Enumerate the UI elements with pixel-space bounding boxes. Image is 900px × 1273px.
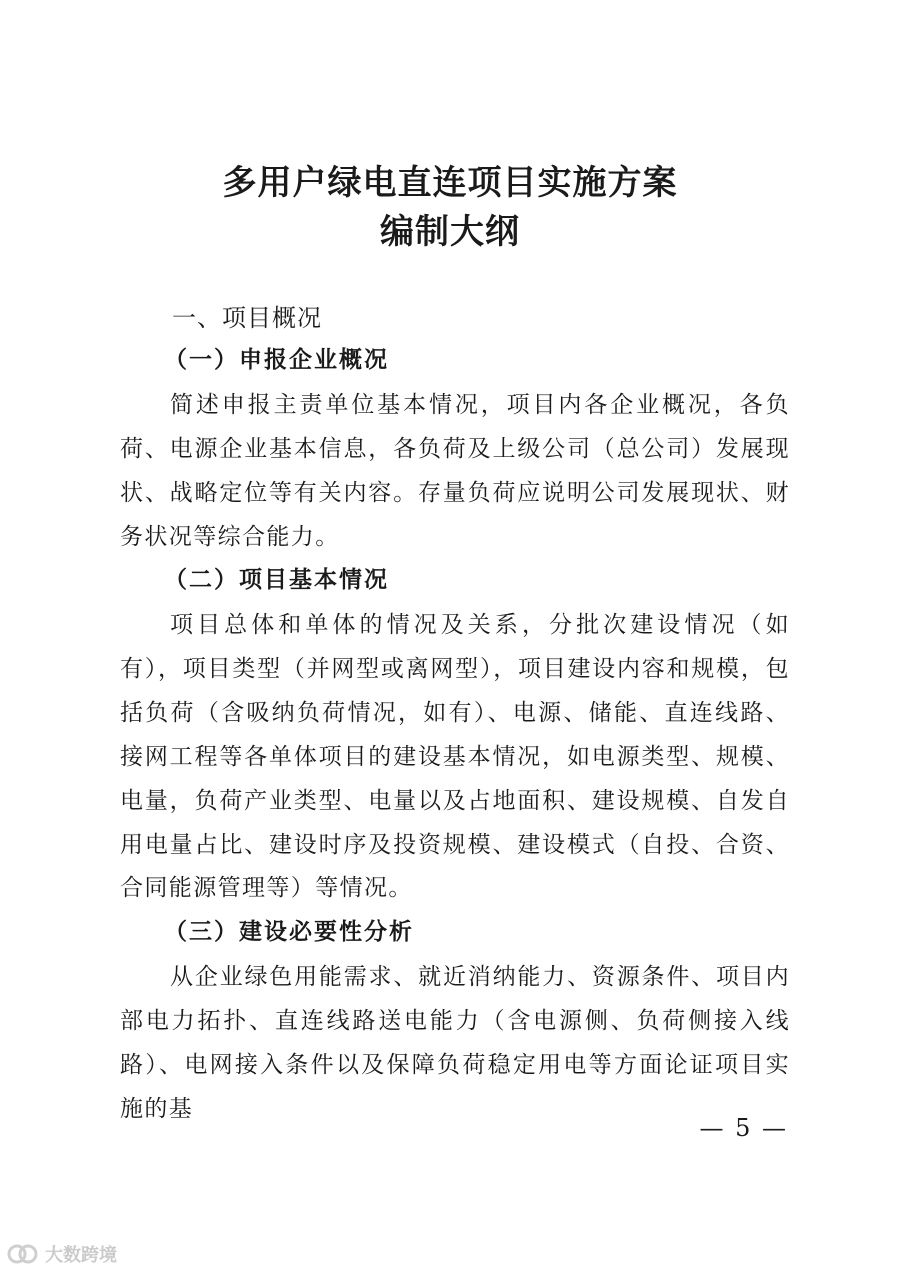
double-circle-logo-icon [6, 1243, 40, 1265]
section-heading: 一、项目概况 [172, 304, 322, 332]
watermark-text: 大数跨境 [45, 1245, 117, 1266]
subsection-body-3: 从企业绿色用能需求、就近消纳能力、资源条件、项目内部电力拓扑、直连线路送电能力（含电源侧、负荷侧接入线路）、电网接入条件以及保障负荷稳定用电等方面论证项目实施的基 [120, 964, 790, 1122]
subsection-body-1: 简述申报主责单位基本情况，项目内各企业概况，各负荷、电源企业基本信息，各负荷及上级公司（总公司）发展现状、战略定位等有关内容。存量负荷应说明公司发展现状、财务状况等综合能力。 [120, 392, 790, 550]
document-title-line1: 多用户绿电直连项目实施方案 [222, 163, 678, 203]
subsection-heading-3: （三）建设必要性分析 [164, 919, 414, 945]
subsection-body-2: 项目总体和单体的情况及关系，分批次建设情况（如有），项目类型（并网型或离网型），项目建设内容和规模，包括负荷（含吸纳负荷情况，如有）、电源、储能、直连线路、接网工程等各单体项目的建设基本情况，如电源类型、规模、电量，负荷产业类型、电量以及占地面积、建设规模、自发自用电量占比、建设时序及投资规模、建设模式（自投、合资、合同能源管理等）等情况。 [120, 612, 790, 902]
page-number: — 5 — [699, 1114, 788, 1142]
subsection-heading-1: （一）申报企业概况 [164, 347, 389, 373]
watermark [6, 1240, 117, 1268]
subsection-heading-2: （二）项目基本情况 [164, 567, 389, 593]
document-title-line2: 编制大纲 [380, 212, 520, 252]
